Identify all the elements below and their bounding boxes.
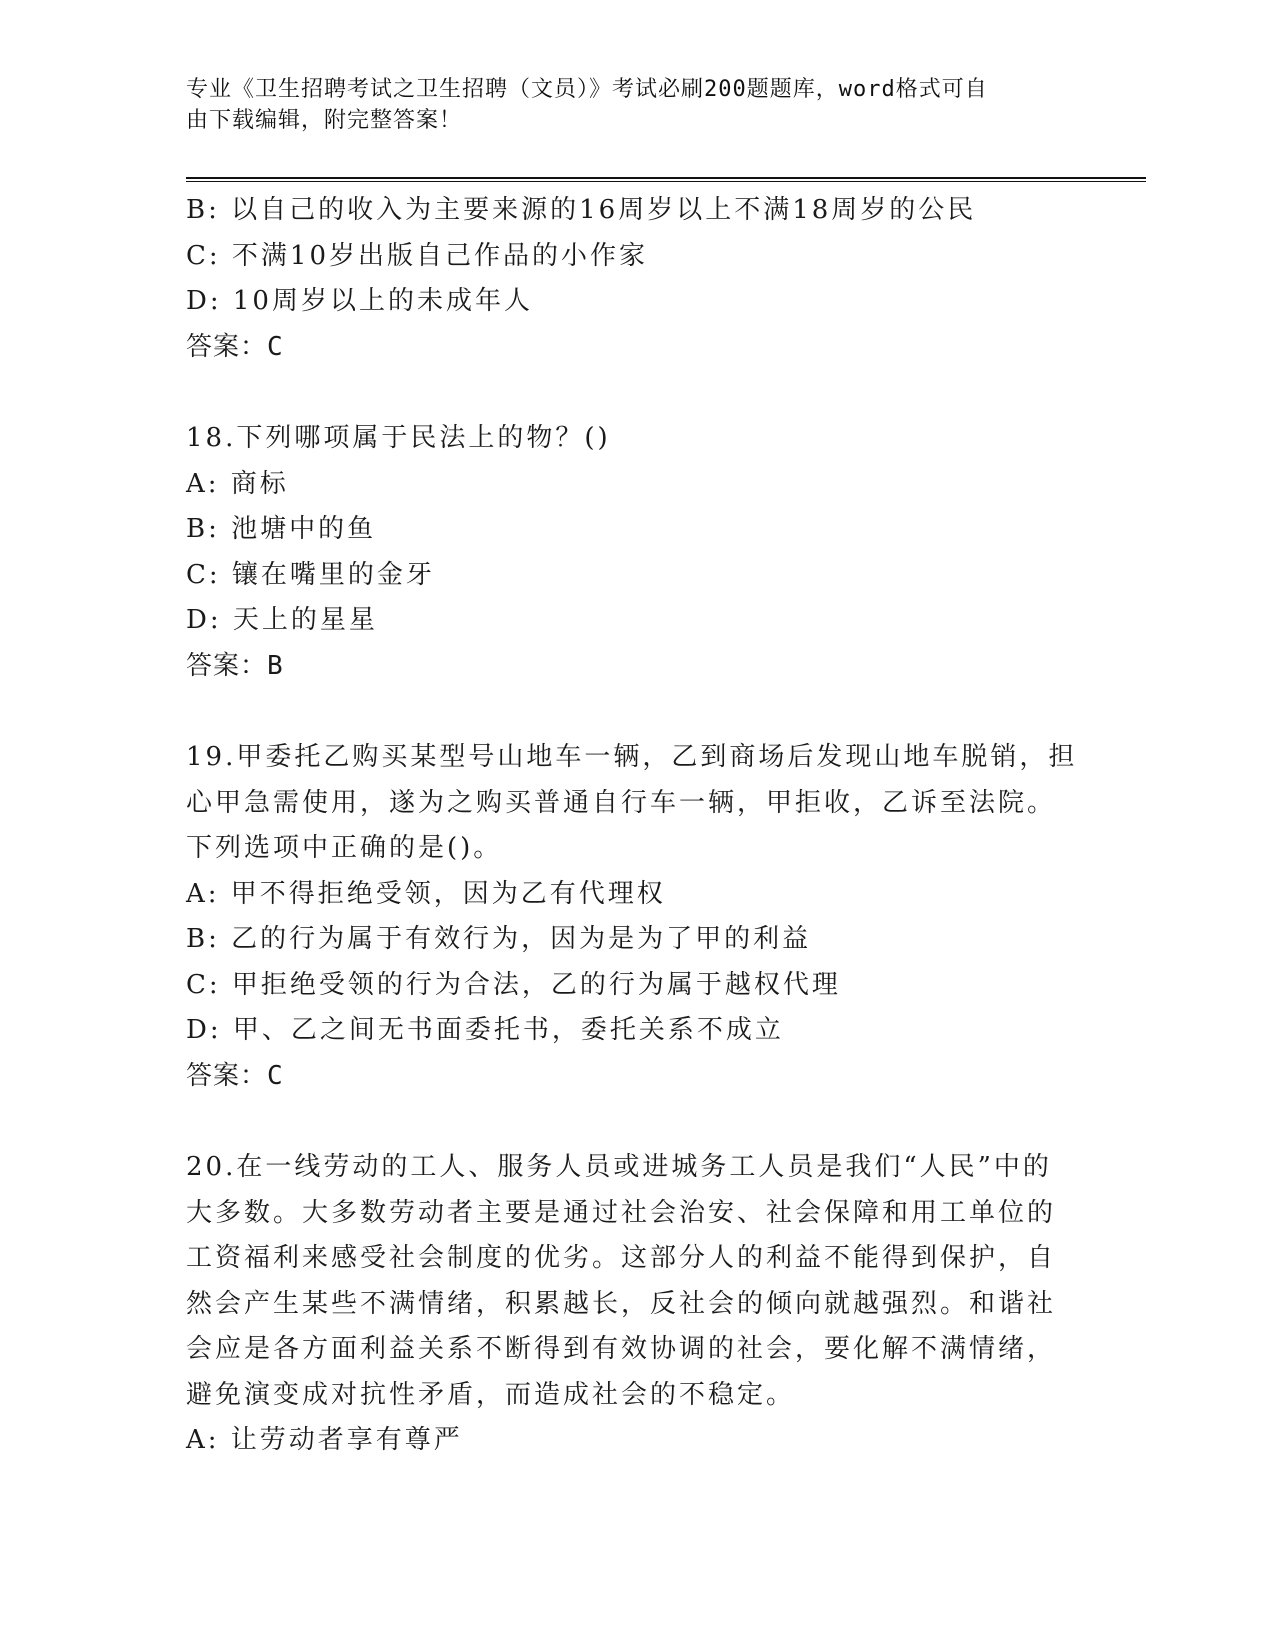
q20-stem-line-2: 大多数。大多数劳动者主要是通过社会治安、社会保障和用工单位的 <box>186 1197 1057 1228</box>
q19-stem-line-1: 19.甲委托乙购买某型号山地车一辆，乙到商场后发现山地车脱销，担 <box>186 742 1078 772</box>
document-header <box>186 74 1066 136</box>
q20-stem-line-5: 会应是各方面利益关系不断得到有效协调的社会，要化解不满情绪， <box>186 1334 1057 1364</box>
spacer <box>186 1099 1066 1145</box>
header-line-2: 由下载编辑，附完整答案！ <box>186 108 463 133</box>
q18-option-b: B: 池塘中的鱼 <box>186 514 377 544</box>
q20-stem-line-4: 然会产生某些不满情绪，积累越长，反社会的倾向就越强烈。和谐社 <box>186 1288 1057 1319</box>
q19-stem-line-2: 心甲急需使用，遂为之购买普通自行车一辆，甲拒收，乙诉至法院。 <box>186 787 1057 818</box>
header-divider-thin <box>186 181 1146 182</box>
q18-option-a: A: 商标 <box>186 468 289 499</box>
spacer <box>186 689 1066 735</box>
q17-option-d: D: 10周岁以上的未成年人 <box>186 286 533 316</box>
q18-stem: 18.下列哪项属于民法上的物？() <box>186 423 611 453</box>
q20-stem-line-1: 20.在一线劳动的工人、服务人员或进城务工人员是我们“人民”中的 <box>186 1152 1052 1182</box>
q17-option-c: C: 不满10岁出版自己作品的小作家 <box>186 240 649 271</box>
question-content <box>186 188 1078 1464</box>
spacer <box>186 370 1066 416</box>
question-18-block <box>186 416 1066 689</box>
q18-option-d: D: 天上的星星 <box>186 605 378 635</box>
q19-stem-line-3: 下列选项中正确的是()。 <box>186 833 503 863</box>
q20-option-a: A: 让劳动者享有尊严 <box>186 1425 463 1455</box>
q19-option-a: A: 甲不得拒绝受领，因为乙有代理权 <box>186 878 666 909</box>
q20-stem-line-3: 工资福利来感受社会制度的优劣。这部分人的利益不能得到保护，自 <box>186 1243 1057 1273</box>
q19-option-b: B: 乙的行为属于有效行为，因为是为了甲的利益 <box>186 924 812 954</box>
q17-answer: 答案：C <box>186 331 284 362</box>
question-17-block <box>186 188 1066 370</box>
question-20-block <box>186 1145 1066 1464</box>
q19-option-c: C: 甲拒绝受领的行为合法，乙的行为属于越权代理 <box>186 969 841 1000</box>
q20-stem-line-6: 避免演变成对抗性矛盾，而造成社会的不稳定。 <box>186 1379 796 1410</box>
q17-option-b: B: 以自己的收入为主要来源的16周岁以上不满18周岁的公民 <box>186 195 977 225</box>
q18-answer: 答案：B <box>186 650 284 681</box>
question-19-block <box>186 735 1078 1099</box>
q19-answer: 答案：C <box>186 1060 284 1091</box>
q19-option-d: D: 甲、乙之间无书面委托书，委托关系不成立 <box>186 1015 784 1045</box>
q18-option-c: C: 镶在嘴里的金牙 <box>186 559 435 590</box>
header-divider-thick <box>186 177 1146 179</box>
header-line-1: 专业《卫生招聘考试之卫生招聘（文员）》考试必刷200题题库，word格式可自 <box>186 77 988 102</box>
